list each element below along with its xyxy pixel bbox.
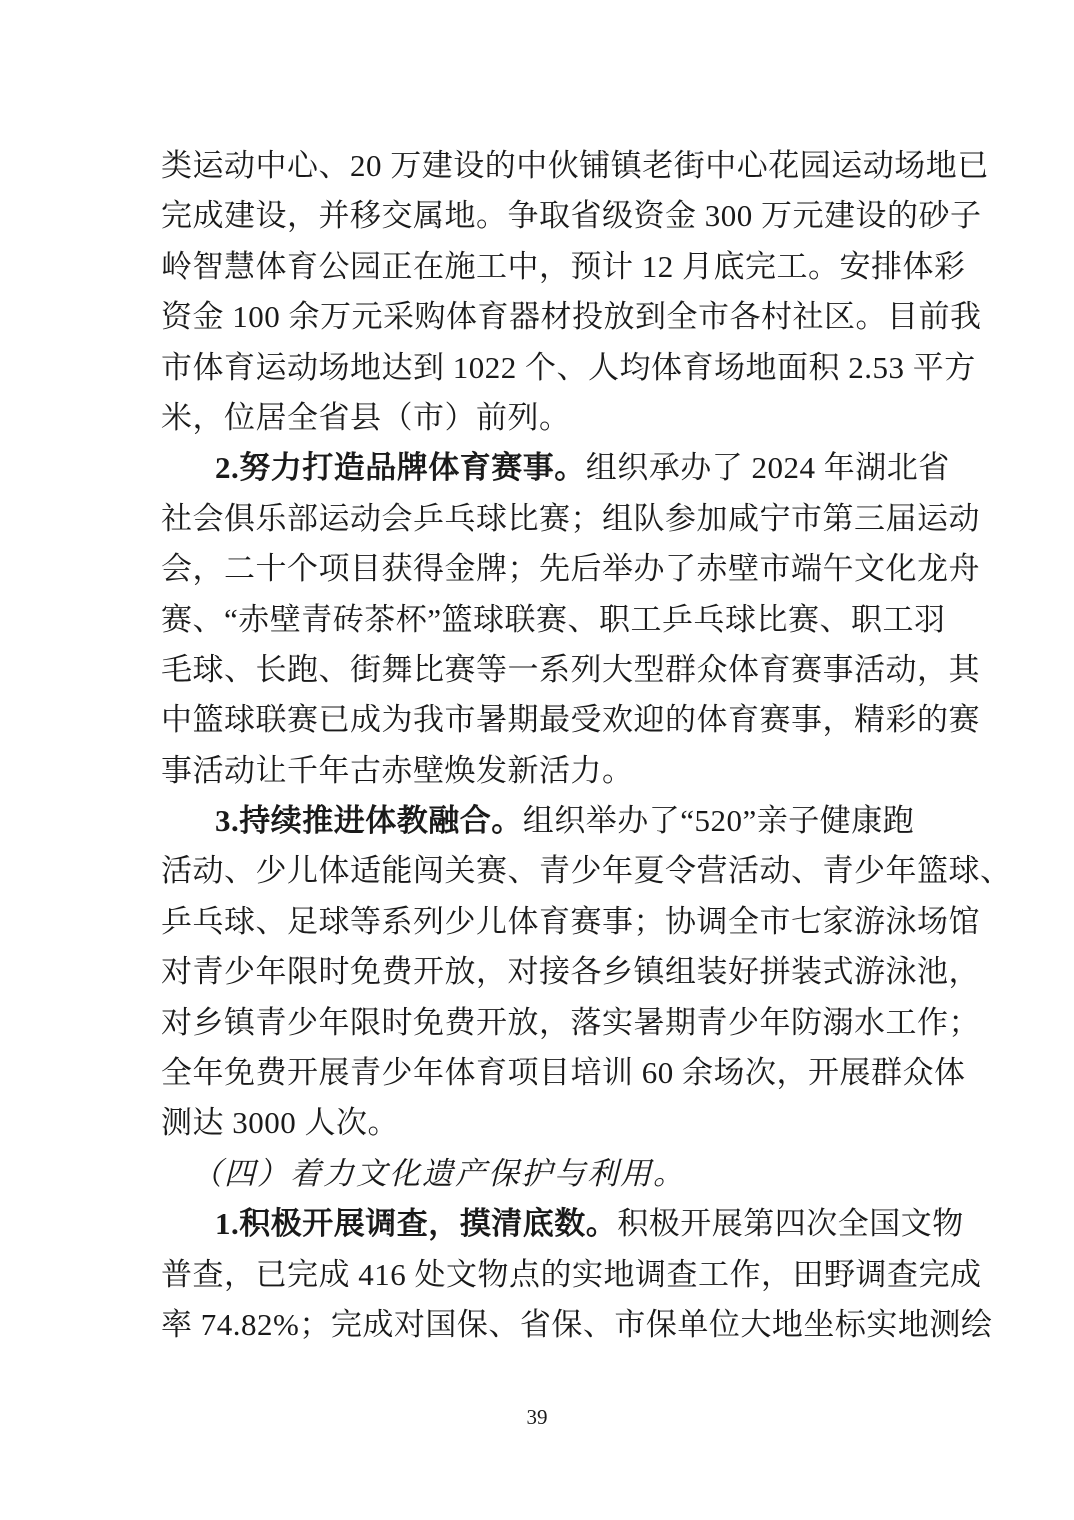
line-text: 事活动让千年古赤壁焕发新活力。	[161, 752, 634, 788]
text-line	[161, 393, 913, 443]
page-number: 39	[526, 1405, 548, 1429]
text-line	[161, 343, 976, 393]
paragraph-lead: 3.持续推进体教融合。	[215, 803, 523, 839]
line-text: 普查，已完成 416 处文物点的实地调查工作，田野调查完成	[161, 1256, 982, 1292]
line-text: 市体育运动场地达到 1022 个、人均体育场地面积 2.53 平方	[161, 349, 976, 385]
line-text: 对青少年限时免费开放，对接各乡镇组装好拼装式游泳池，	[161, 954, 980, 990]
paragraph-lead: 2.努力打造品牌体育赛事。	[215, 450, 586, 486]
line-text: 赛、“赤壁青砖茶杯”篮球联赛、职工乒乓球比赛、职工羽	[161, 601, 946, 637]
paragraph-lead: 1.积极开展调查，摸清底数。	[215, 1206, 618, 1242]
text-line	[161, 1098, 913, 1148]
text-line	[161, 1149, 913, 1199]
line-text: 类运动中心、20 万建设的中伙铺镇老街中心花园运动场地已	[161, 148, 989, 183]
text-line	[161, 1048, 966, 1098]
line-text: 测达 3000 人次。	[161, 1105, 399, 1141]
text-line	[161, 1300, 993, 1350]
line-text: 资金 100 余万元采购体育器材投放到全市各村社区。目前我	[161, 299, 982, 335]
line-text: 完成建设，并移交属地。争取省级资金 300 万元建设的砂子	[161, 198, 982, 234]
line-text: 对乡镇青少年限时免费开放，落实暑期青少年防溺水工作；	[161, 1004, 980, 1040]
line-text: 中篮球联赛已成为我市暑期最受欢迎的体育赛事，精彩的赛	[161, 702, 980, 738]
document-body	[161, 141, 1012, 1350]
text-line	[161, 947, 980, 997]
line-text: （四）着力文化遗产保护与利用。	[191, 1155, 686, 1191]
line-text: 组织承办了 2024 年湖北省	[585, 450, 950, 486]
text-line	[161, 746, 913, 796]
line-text: 率 74.82%；完成对国保、省保、市保单位大地坐标实地测绘	[161, 1306, 993, 1342]
line-text: 组织举办了“520”亲子健康跑	[522, 803, 915, 839]
line-text: 社会俱乐部运动会乒乓球比赛；组队参加咸宁市第三届运动	[161, 500, 980, 536]
text-line	[161, 645, 980, 695]
text-line	[161, 846, 1012, 896]
line-text: 会，二十个项目获得金牌；先后举办了赤壁市端午文化龙舟	[161, 551, 980, 587]
text-line	[161, 1250, 982, 1300]
line-text: 米，位居全省县（市）前列。	[161, 399, 571, 435]
text-line	[161, 1199, 964, 1249]
text-line	[161, 796, 913, 846]
text-line	[161, 595, 946, 645]
line-text: 全年免费开展青少年体育项目培训 60 余场次，开展群众体	[161, 1055, 966, 1091]
text-line	[161, 191, 982, 241]
text-line	[161, 443, 950, 493]
text-line	[161, 494, 980, 544]
line-text: 岭智慧体育公园正在施工中，预计 12 月底完工。安排体彩	[161, 248, 966, 284]
text-line	[161, 292, 982, 342]
text-line	[161, 998, 980, 1048]
text-line	[161, 242, 966, 292]
text-line	[161, 897, 980, 947]
text-line	[161, 141, 989, 191]
text-line	[161, 695, 980, 745]
line-text: 活动、少儿体适能闯关赛、青少年夏令营活动、青少年篮球、	[161, 853, 1012, 889]
line-text: 积极开展第四次全国文物	[617, 1206, 964, 1242]
line-text: 毛球、长跑、街舞比赛等一系列大型群众体育赛事活动，其	[161, 651, 980, 687]
line-text: 乒乓球、足球等系列少儿体育赛事；协调全市七家游泳场馆	[161, 903, 980, 939]
text-line	[161, 544, 980, 594]
